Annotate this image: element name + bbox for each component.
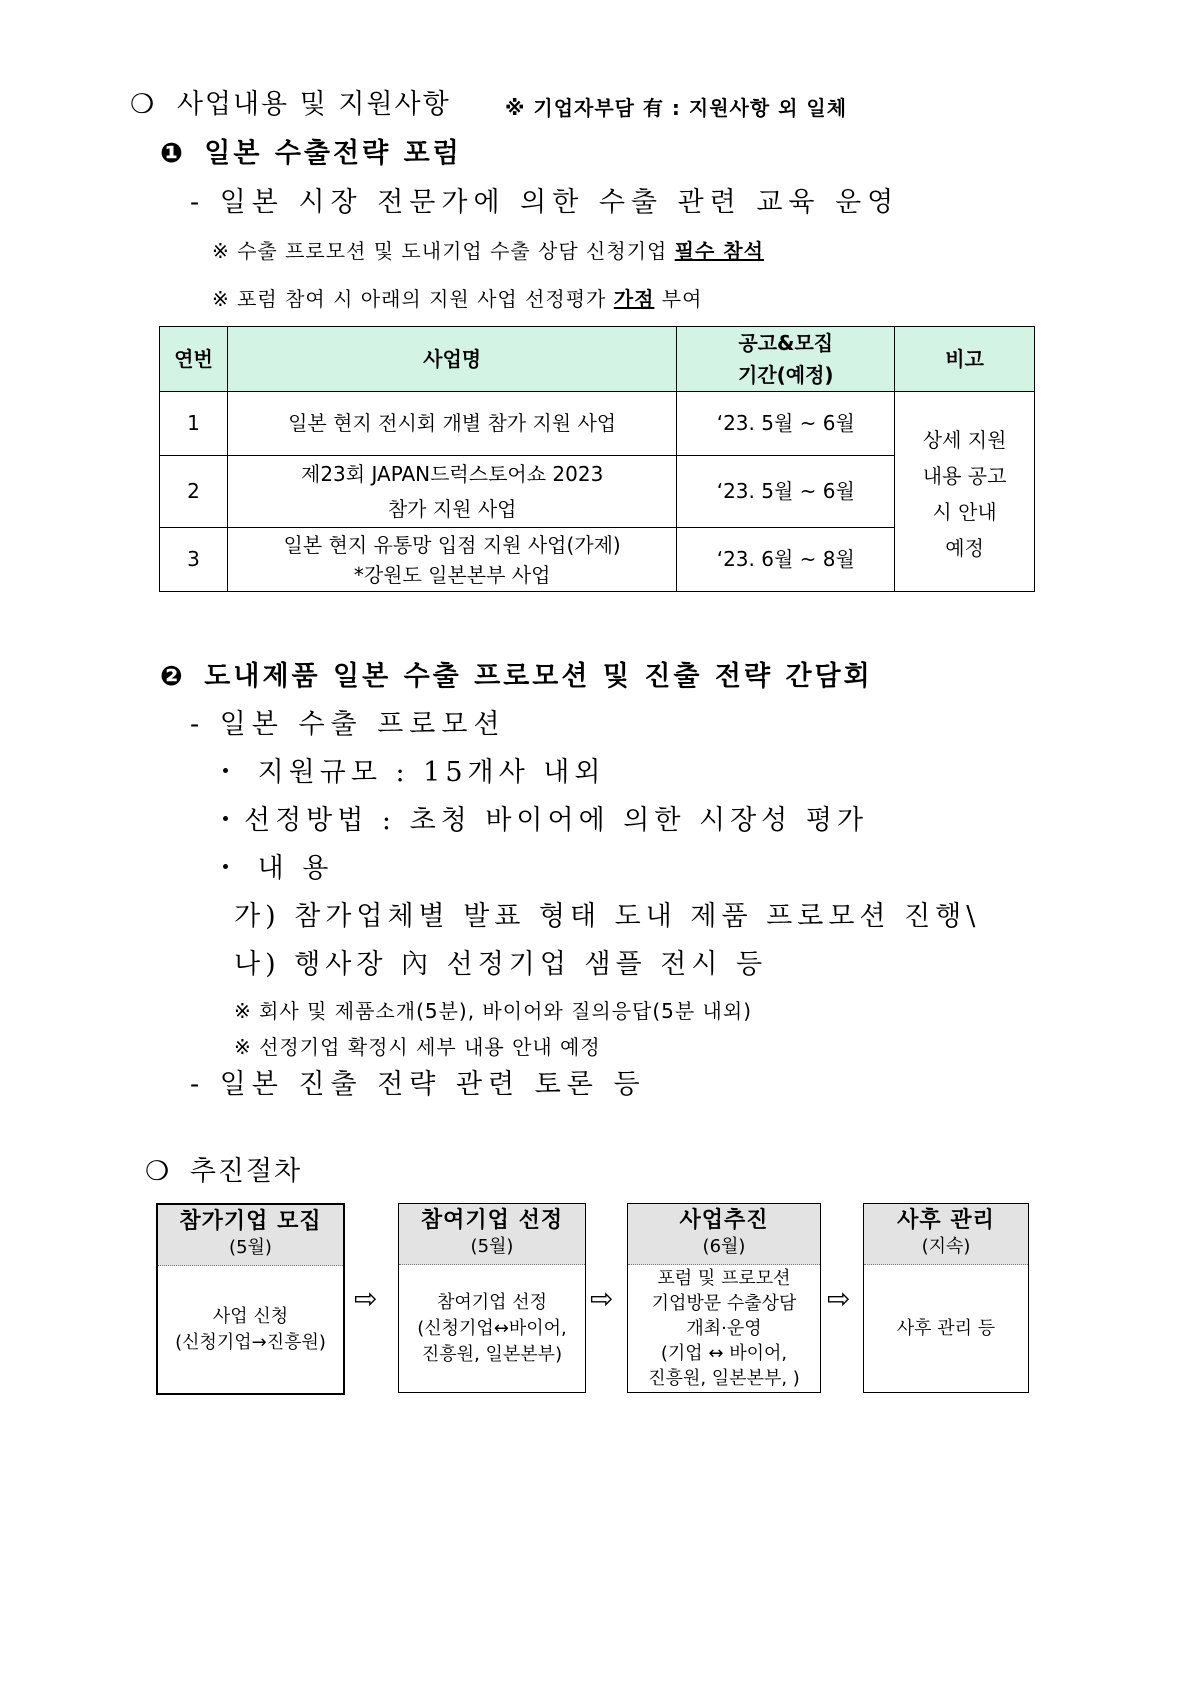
flow-step-selection [398,1203,586,1393]
right-arrow-icon: ⇨ [590,1282,614,1315]
flow-step-header [158,1205,343,1266]
header-no: 연번 [160,327,228,392]
row-period: ‘23. 5월 ~ 6월 [677,392,895,456]
sub2-bullet-method: ・선정방법 : 초청 바이어에 의한 시장성 평가 [212,805,868,836]
flow-step-line: (신청기업→진흥원) [175,1331,326,1353]
header-period-line2: 기간(예정) [737,363,834,387]
row-period: ‘23. 5월 ~ 6월 [677,456,895,528]
remark-line: 예정 [945,535,984,560]
header-period-line1: 공고&모집 [738,331,834,355]
sub2-bullet-content: ・ 내 용 [212,853,334,884]
row-name-line1: 일본 현지 유통망 입점 지원 사업(가제) [283,532,621,557]
flow-step-header [864,1204,1028,1265]
row-no: 3 [160,528,228,592]
flow-step-period: (5월) [470,1236,514,1257]
sub1-note2-suffix: 부여 [654,287,703,311]
section2-title: 추진절차 [189,1156,303,1187]
flow-step-title: 사업추진 [679,1208,769,1233]
flow-step-period: (지속) [921,1236,971,1257]
flow-step-body [628,1265,820,1392]
flow-step-line: 참여기업 선정 [436,1291,548,1313]
flow-step-line: 포럼 및 프로모션 [657,1268,791,1289]
flow-step-body [864,1265,1028,1392]
flow-step-period: (5월) [229,1237,272,1258]
remark-line: 내용 공고 [922,463,1007,488]
flow-step-line: 기업방문 수출상담 [651,1293,797,1314]
flow-step-line: (신청기업↔바이어, [417,1317,567,1339]
bonus-points: 가점 [613,287,655,311]
section2-heading [145,1149,302,1188]
header-remark: 비고 [895,327,1035,392]
hollow-circle-bullet-icon: ❍ [145,1156,172,1187]
flow-step-title: 참가기업 모집 [179,1209,322,1234]
sub1-note2 [212,283,702,312]
sub1-note2-text: ※ 포럼 참여 시 아래의 지원 사업 선정평가 [212,287,614,311]
flow-step-body [399,1265,585,1392]
sub1-note1-text: ※ 수출 프로모션 및 도내기업 수출 상담 신청기업 [212,239,675,263]
support-program-table [159,326,1035,592]
section1-heading [130,82,451,121]
remark-cell [895,392,1035,592]
required-attendance: 필수 참석 [674,239,764,263]
sub2-content-b: 나) 행사장 內 선정기업 샘플 전시 등 [234,949,768,980]
sub2-note2: ※ 선정기업 확정시 세부 내용 안내 예정 [234,1035,601,1059]
flow-step-recruit [156,1203,345,1395]
sub2-title: 도내제품 일본 수출 프로모션 및 진출 전략 간담회 [204,661,873,692]
header-period [677,327,895,392]
row-name-line2: 참가 지원 사업 [387,496,517,521]
section1-note: ※ 기업자부담 有 : 지원사항 외 일체 [505,96,848,120]
sub2-line1: - 일본 수출 프로모션 [190,709,506,740]
flow-step-header [399,1204,585,1265]
sub1-note1 [212,235,764,264]
right-arrow-icon: ⇨ [354,1282,378,1315]
row-period: ‘23. 6월 ~ 8월 [677,528,895,592]
remark-line: 시 안내 [932,499,997,524]
row-name [227,528,676,592]
remark-line: 상세 지원 [922,427,1007,452]
flow-step-execution [627,1203,821,1393]
sub2-note1: ※ 회사 및 제품소개(5분), 바이어와 질의응답(5분 내외) [234,999,752,1023]
flow-step-line: (기업 ↔ 바이어, [660,1343,788,1364]
row-name: 일본 현지 전시회 개별 참가 지원 사업 [227,392,676,456]
section1-title: 사업내용 및 지원사항 [176,89,451,120]
sub1-title: 일본 수출전략 포럼 [204,138,462,169]
flow-step-title: 사후 관리 [897,1208,995,1233]
flow-step-followup [863,1203,1029,1393]
sub1-heading [160,131,462,170]
sub2-content-a: 가) 참가업체별 발표 형태 도내 제품 프로모션 진행\ [234,901,981,932]
sub2-bullet-scale: ・ 지원규모 : 15개사 내외 [212,757,606,788]
flow-step-line: 사업 신청 [212,1305,289,1327]
flow-step-line: 진흥원, 일본본부) [421,1343,563,1365]
flow-step-line: 개최·운영 [686,1318,762,1339]
flow-step-title: 참여기업 선정 [420,1208,564,1233]
row-name-line2: *강원도 일본본부 사업 [353,562,551,587]
flow-step-line: 진흥원, 일본본부, ) [648,1368,800,1389]
sub2-line2: - 일본 진출 전략 관련 토론 등 [190,1069,646,1100]
right-arrow-icon: ⇨ [827,1282,851,1315]
row-name [227,456,676,528]
table-header-row [160,327,1035,392]
number-one-icon: ❶ [160,138,186,169]
header-name: 사업명 [227,327,676,392]
number-two-icon: ❷ [160,661,186,692]
row-no: 2 [160,456,228,528]
sub1-line1: - 일본 시장 전문가에 의한 수출 관련 교육 운영 [190,187,900,218]
flow-step-header [628,1204,820,1265]
row-name-line1: 제23회 JAPAN드럭스토어쇼 2023 [301,461,604,486]
flow-step-body [158,1266,343,1393]
hollow-circle-bullet-icon: ❍ [130,89,157,120]
flow-step-line: 사후 관리 등 [896,1317,996,1339]
flow-step-period: (6월) [702,1236,746,1257]
row-no: 1 [160,392,228,456]
sub2-heading [160,654,873,693]
table-row [160,392,1035,456]
